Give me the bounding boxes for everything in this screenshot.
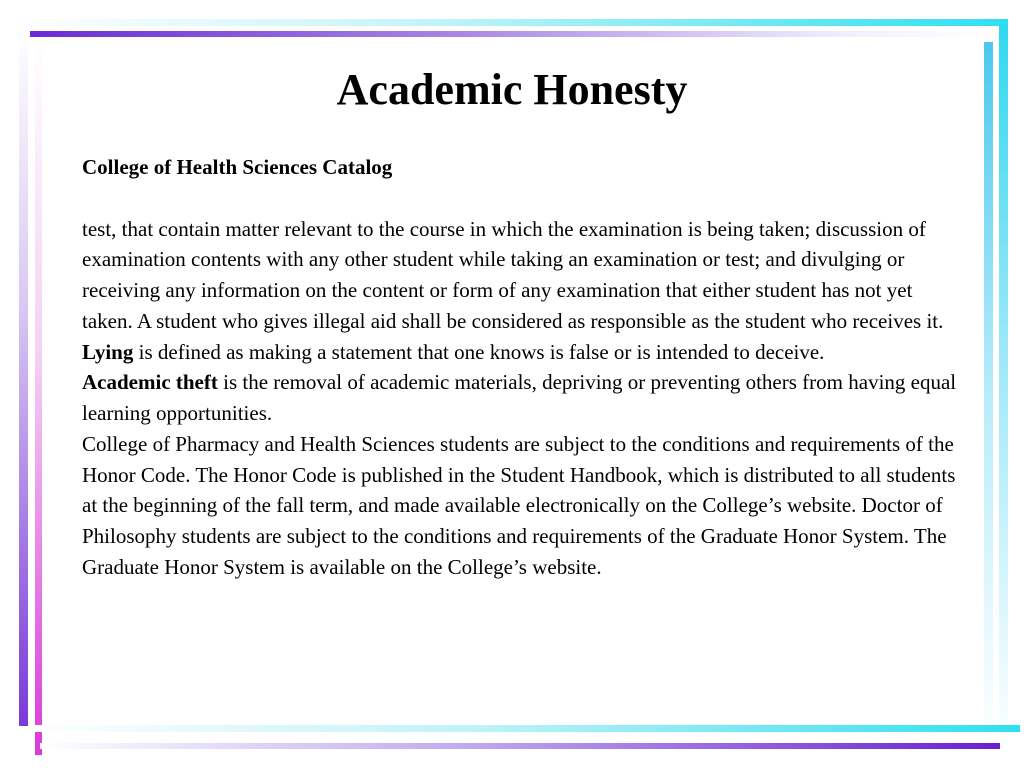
term-academic-theft: Academic theft — [82, 370, 218, 395]
frame-bar-right-inner — [984, 42, 993, 742]
definition-academic-theft: is the removal of academic materials, depriving or preventing others from having equal learning opportunities. — [82, 370, 957, 425]
paragraph-academic-theft — [82, 367, 962, 429]
paragraph-honor-code: College of Pharmacy and Health Sciences students are subject to the conditions and requirements of the Honor Code. The Honor Code is published in the Student Handbook, which is distributed to all students at the beginning of the fall term, and made available electronically on the College’s website. Doctor of Philosophy students are subject to the conditions and requirements of the Graduate Honor System. The Graduate Honor System is available on the College’s website. — [82, 431, 956, 579]
frame-bar-left-inner — [35, 37, 42, 755]
frame-bar-left-outer — [19, 26, 28, 726]
frame-bar-bottom-lower — [40, 743, 1000, 749]
slide-title: Academic Honesty — [336, 65, 688, 114]
paragraph-lying — [82, 337, 962, 368]
term-lying: Lying — [82, 339, 134, 364]
blank-line — [82, 183, 962, 214]
frame-bar-top-inner — [30, 31, 992, 37]
frame-bar-right-outer — [999, 24, 1008, 754]
definition-lying: is defined as making a statement that one knows is false or is intended to deceive. — [133, 339, 825, 364]
paragraph-exam-continuation: test, that contain matter relevant to the course in which the examination is being taken; discussion of examination contents with any other student while taking an examination or test; and divulging or receiving any information on the content or form of any examination that either student has not yet taken. A student who gives illegal aid shall be considered as responsible as the student who receives it. — [82, 216, 944, 333]
frame-bar-bottom-upper — [30, 725, 1020, 732]
slide-subtitle: College of Health Sciences Catalog — [82, 155, 393, 179]
frame-bar-top-outer — [8, 19, 1008, 26]
slide-body — [82, 152, 962, 583]
